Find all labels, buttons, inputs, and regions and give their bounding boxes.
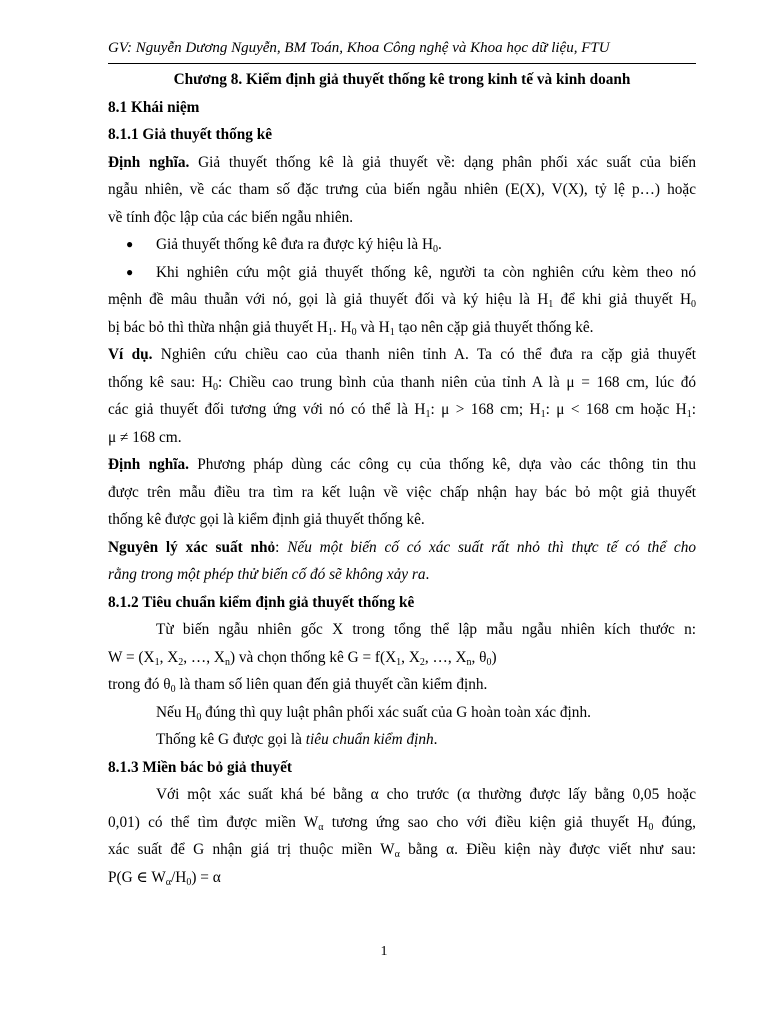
example-line-3: các giả thuyết đối tương ứng với nó có thể là $H_1$: μ > 168 cm; $H_1$: μ < 168 cm hoặc $H_1$: — [108, 401, 696, 420]
rejection-line-3: xác suất để G nhận giá trị thuộc miền $W_\alpha$ bằng α. Điều kiện này được viết như sau: — [108, 841, 696, 860]
rejection-line-1: Với một xác suất khá bé bằng α cho trước (α thường được lấy bằng 0,05 hoặc — [156, 786, 696, 803]
example-label: Ví dụ. — [108, 346, 153, 363]
criterion-line-4: Nếu $H_0$ đúng thì quy luật phân phối xác suất của G hoàn toàn xác định. — [156, 703, 591, 723]
criterion-line-3: trong đó $\theta_0$ là tham số liên quan đến giả thuyết cần kiểm định. — [108, 676, 488, 695]
criterion-line-1: Từ biến ngẫu nhiên gốc X trong tổng thể lập mẫu ngẫu nhiên kích thước n: — [156, 621, 696, 638]
header-rule — [108, 63, 696, 64]
page-header: GV: Nguyễn Dương Nguyễn, BM Toán, Khoa Công nghệ và Khoa học dữ liệu, FTU — [108, 40, 610, 56]
rejection-line-2: 0,01) có thể tìm được miền $W_\alpha$ tương ứng sao cho với điều kiện giả thuyết $H_0$ đúng, — [108, 813, 696, 833]
principle-line-2: rằng trong một phép thử biến cố đó sẽ không xảy ra. — [108, 566, 430, 583]
example-line-1: Ví dụ. Nghiên cứu chiều cao của thanh niên tỉnh A. Ta có thể đưa ra cặp giả thuyết — [108, 346, 696, 363]
bullet-item-2-line-2: mệnh đề mâu thuẫn với nó, gọi là giả thuyết đối và ký hiệu là $H_1$ để khi giả thuyết $H_0$ — [108, 291, 696, 310]
criterion-formula: $W = (X_1$, $X_2$, …, $X_n$) và chọn thống kê $G = f(X_1$, $X_2$, …, $X_n$, $\theta_0$) — [108, 648, 497, 668]
chapter-title: Chương 8. Kiểm định giả thuyết thống kê trong kinh tế và kinh doanh — [173, 71, 631, 88]
criterion-line-5: Thống kê G được gọi là tiêu chuẩn kiểm định. — [156, 731, 438, 748]
definition-2-line-1: Định nghĩa. Phương pháp dùng các công cụ của thống kê, dựa vào các thông tin thu — [108, 456, 696, 473]
principle-label: Nguyên lý xác suất nhỏ — [108, 538, 276, 556]
section-8-1-heading: 8.1 Khái niệm — [108, 98, 200, 116]
bullet-dot-icon: ● — [126, 264, 134, 279]
definition-1-line-3: về tính độc lập của các biến ngẫu nhiên. — [108, 208, 354, 226]
bullet-item-2-line-3: bị bác bỏ thì thừa nhận giả thuyết $H_1$. $H_0$ và $H_1$ tạo nên cặp giả thuyết thống kê. — [108, 318, 594, 338]
page-number: 1 — [380, 944, 388, 959]
section-8-1-1-heading: 8.1.1 Giả thuyết thống kê — [108, 126, 273, 143]
definition-label: Định nghĩa. — [108, 456, 189, 473]
example-line-4: μ ≠ 168 cm. — [108, 428, 182, 446]
section-8-1-2-heading: 8.1.2 Tiêu chuẩn kiểm định giả thuyết thống kê — [108, 593, 415, 611]
definition-label: Định nghĩa. — [108, 153, 190, 171]
principle-line-1: Nguyên lý xác suất nhỏ: Nếu một biến cố có xác suất rất nhỏ thì thực tế có thể cho — [108, 538, 697, 556]
bullet-item-1: ● Giả thuyết thống kê đưa ra được ký hiệu là $H_0$. — [108, 231, 696, 259]
section-8-1-3-heading: 8.1.3 Miền bác bỏ giả thuyết — [108, 758, 292, 776]
rejection-formula: P(G ∈ $W_\alpha/H_0) = \alpha$ — [108, 868, 221, 888]
definition-1-line-1: Định nghĩa. Giả thuyết thống kê là giả thuyết về: dạng phân phối xác suất của biến — [108, 153, 696, 171]
definition-2-line-3: thống kê được gọi là kiểm định giả thuyết thống kê. — [108, 511, 425, 528]
criterion-term: tiêu chuẩn kiểm định — [305, 731, 434, 748]
example-line-2: thống kê sau: $H_0$: Chiều cao trung bình của thanh niên của tỉnh A là μ = 168 cm, lúc đó — [108, 373, 696, 393]
bullet-dot-icon: ● — [126, 237, 134, 251]
bullet-item-2-line-1: ● Khi nghiên cứu một giả thuyết thống kê, người ta còn nghiên cứu kèm theo nó — [108, 259, 696, 287]
page-content — [108, 66, 696, 891]
definition-1-line-2: ngẫu nhiên, về các tham số đặc trưng của biến ngẫu nhiên (E(X), V(X), tỷ lệ p…) hoặc — [108, 181, 696, 198]
definition-2-line-2: được trên mẫu điều tra tìm ra kết luận về việc chấp nhận hay bác bỏ một giả thuyết — [108, 483, 696, 501]
